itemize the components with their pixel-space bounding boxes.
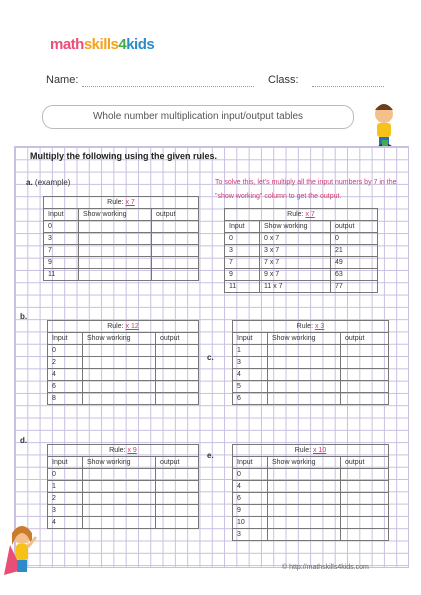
footer-copyright: © http://mathskills4kids.com: [282, 564, 369, 571]
girl-superhero-illustration: [2, 515, 42, 585]
table-c[interactable]: Rule: x 3 Input Show working output 1 3 4 5 6: [232, 320, 389, 405]
site-logo: mathskills4kids: [50, 36, 155, 53]
solved-example-table: Rule: x 7 Input Show working output 0 0 x 7 0 3 3 x 7 21 7 7 x 7 49 9 9 x 7 63 11 11 x 7 77: [224, 208, 378, 293]
section-b-label: b.: [20, 312, 28, 321]
class-label: Class:: [268, 74, 299, 86]
table-b[interactable]: Rule: x 12 Input Show working output 0 2 4 6 8: [47, 320, 199, 405]
section-a-label: a. (example): [26, 178, 71, 187]
example-note: To solve this, let's multiply all the input numbers by 7 in the "show working" column to get the output.: [215, 179, 397, 200]
section-c-label: c.: [207, 353, 214, 362]
section-e-label: e.: [207, 451, 214, 460]
name-label: Name:: [46, 74, 79, 86]
section-d-label: d.: [20, 436, 28, 445]
instruction-text: Multiply the following using the given rules.: [30, 151, 218, 161]
name-field[interactable]: [82, 86, 254, 87]
class-field[interactable]: [312, 86, 384, 87]
table-e[interactable]: Rule: x 10 Input Show working output 0 4 6 9 10 3: [232, 444, 389, 541]
example-table: Rule: x 7 Input Show working output 0 3 7 9 11: [43, 196, 199, 281]
worksheet-title: Whole number multiplication input/output tables: [42, 105, 354, 129]
table-d[interactable]: Rule: x 9 Input Show working output 0 1 2 3 4: [47, 444, 199, 529]
